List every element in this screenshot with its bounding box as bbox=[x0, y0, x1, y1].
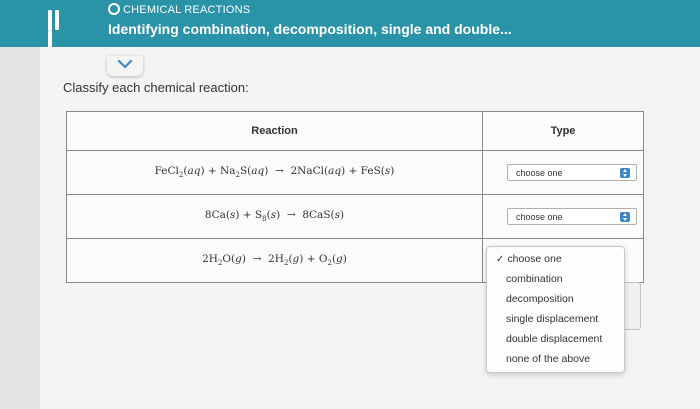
dropdown-option[interactable]: ✓ choose one bbox=[496, 253, 562, 265]
instruction-text: Classify each chemical reaction: bbox=[63, 80, 249, 95]
topic-circle-icon bbox=[108, 3, 120, 15]
app-header bbox=[0, 0, 700, 47]
reaction-column-header: Reaction bbox=[67, 112, 483, 151]
reaction-equation: FeCl$_2$(aq) + $Na_2S(aq)$ → 2NaCl(aq) + FeS(s) bbox=[67, 151, 483, 195]
select-arrows-icon bbox=[620, 212, 630, 222]
left-margin bbox=[0, 0, 40, 409]
type-cell bbox=[483, 195, 644, 239]
topic-label: CHEMICAL REACTIONS bbox=[108, 3, 250, 16]
dropdown-option[interactable]: single displacement bbox=[506, 313, 599, 325]
menu-icon[interactable] bbox=[48, 10, 68, 32]
type-select[interactable] bbox=[507, 164, 637, 181]
table-row bbox=[67, 195, 644, 239]
type-select-value: choose one bbox=[516, 168, 563, 178]
reaction-equation: $8Ca(s) + S_8(s) \to 8CaS(s)$ bbox=[67, 195, 483, 239]
check-icon: ✓ bbox=[496, 254, 505, 265]
collapse-toggle[interactable] bbox=[107, 56, 143, 76]
page-title: Identifying combination, decomposition, single and double... bbox=[108, 21, 512, 37]
type-dropdown-menu bbox=[486, 246, 625, 373]
type-select[interactable] bbox=[507, 208, 637, 225]
table-header-row bbox=[67, 112, 644, 151]
chevron-down-icon bbox=[117, 59, 133, 69]
type-select-value: choose one bbox=[516, 212, 563, 222]
dropdown-option[interactable]: double displacement bbox=[506, 333, 603, 345]
dropdown-option[interactable]: combination bbox=[506, 273, 563, 285]
select-arrows-icon bbox=[620, 168, 630, 178]
dropdown-option[interactable]: decomposition bbox=[506, 293, 574, 305]
dropdown-option[interactable]: none of the above bbox=[506, 353, 591, 365]
type-cell bbox=[483, 151, 644, 195]
type-column-header: Type bbox=[483, 112, 644, 151]
reaction-equation: $2H_2O(g) \to 2H_2(g) + O_2(g)$ bbox=[67, 239, 483, 283]
table-row bbox=[67, 151, 644, 195]
